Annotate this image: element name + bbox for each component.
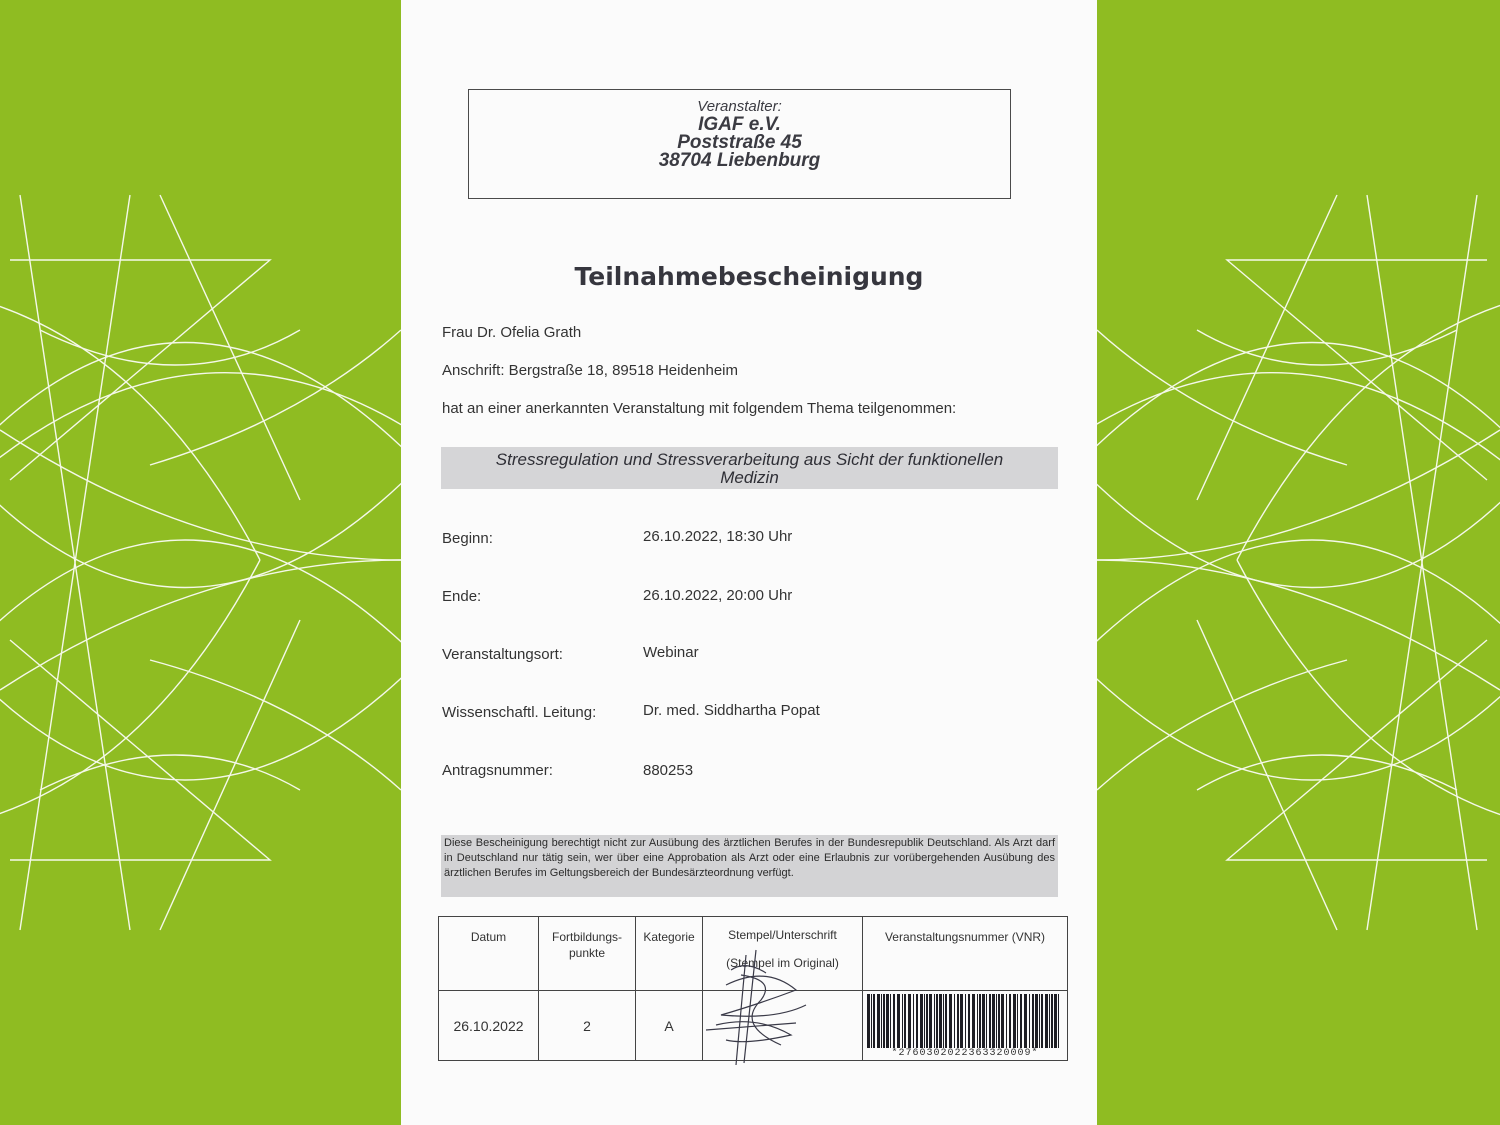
- header-datum: Datum: [439, 917, 539, 991]
- header-stempel-line1: Stempel/Unterschrift: [728, 928, 837, 942]
- topic-line-2: Medizin: [720, 468, 779, 487]
- barcode-icon: [865, 992, 1065, 1050]
- detail-value-ende: 26.10.2022, 20:00 Uhr: [643, 587, 793, 604]
- cell-vnr: [863, 991, 1068, 1061]
- cell-kategorie: A: [636, 991, 703, 1061]
- cell-punkte: 2: [539, 991, 636, 1061]
- detail-value-beginn: 26.10.2022, 18:30 Uhr: [643, 528, 793, 545]
- participant-address: Anschrift: Bergstraße 18, 89518 Heidenheim: [442, 362, 738, 379]
- decorative-pattern-left: [0, 0, 401, 1125]
- header-kategorie: Kategorie: [636, 917, 703, 991]
- header-punkte-line2: punkte: [568, 946, 606, 960]
- organizer-street: Poststraße 45: [677, 132, 802, 153]
- participation-statement: hat an einer anerkannten Veranstaltung mit folgendem Thema teilgenommen:: [442, 400, 957, 417]
- organizer-name: IGAF e.V.: [698, 114, 781, 135]
- header-stempel-line2: (Stempel im Original): [726, 956, 839, 970]
- topic-line-1: Stressregulation und Stressverarbeitung aus Sicht der funktionellen: [495, 450, 1004, 469]
- decorative-pattern-right: [1097, 0, 1500, 1125]
- organizer-label: Veranstalter:: [697, 98, 782, 115]
- participant-name: Frau Dr. Ofelia Grath: [442, 324, 582, 341]
- detail-label-ort: Veranstaltungsort:: [442, 646, 563, 663]
- detail-value-antragsnummer: 880253: [643, 762, 694, 779]
- detail-label-ende: Ende:: [442, 588, 482, 605]
- certificate-document: [401, 0, 1097, 1125]
- cell-datum: 26.10.2022: [439, 991, 539, 1061]
- document-title: Teilnahmebescheinigung: [574, 262, 924, 291]
- detail-value-ort: Webinar: [643, 644, 699, 661]
- organizer-city: 38704 Liebenburg: [658, 150, 821, 171]
- detail-label-leitung: Wissenschaftl. Leitung:: [442, 704, 597, 721]
- organizer-box: [468, 89, 1011, 199]
- header-punkte-line1: Fortbildungs-: [551, 930, 623, 944]
- signature-icon: [686, 945, 836, 1070]
- disclaimer-text: Diese Bescheinigung berechtigt nicht zur Ausübung des ärztlichen Berufes in der Bundesrepublik Deutschland. Als Arzt darf in Deutschland nur tätig sein, wer über eine Approbation als Arzt oder eine Erlaubnis zur vorübergehenden Ausübung des ärztlichen Berufes im Geltungsbereich der Bundesärzteordnung verfügt.: [441, 835, 1058, 897]
- detail-label-beginn: Beginn:: [442, 530, 493, 547]
- topic-banner: [441, 447, 1058, 489]
- detail-value-leitung: Dr. med. Siddhartha Popat: [643, 702, 820, 719]
- header-punkte: [539, 917, 636, 991]
- vnr-barcode-text: *2760302022363320009*: [891, 1048, 1039, 1059]
- detail-label-antragsnummer: Antragsnummer:: [442, 762, 553, 779]
- header-vnr: Veranstaltungsnummer (VNR): [863, 917, 1068, 991]
